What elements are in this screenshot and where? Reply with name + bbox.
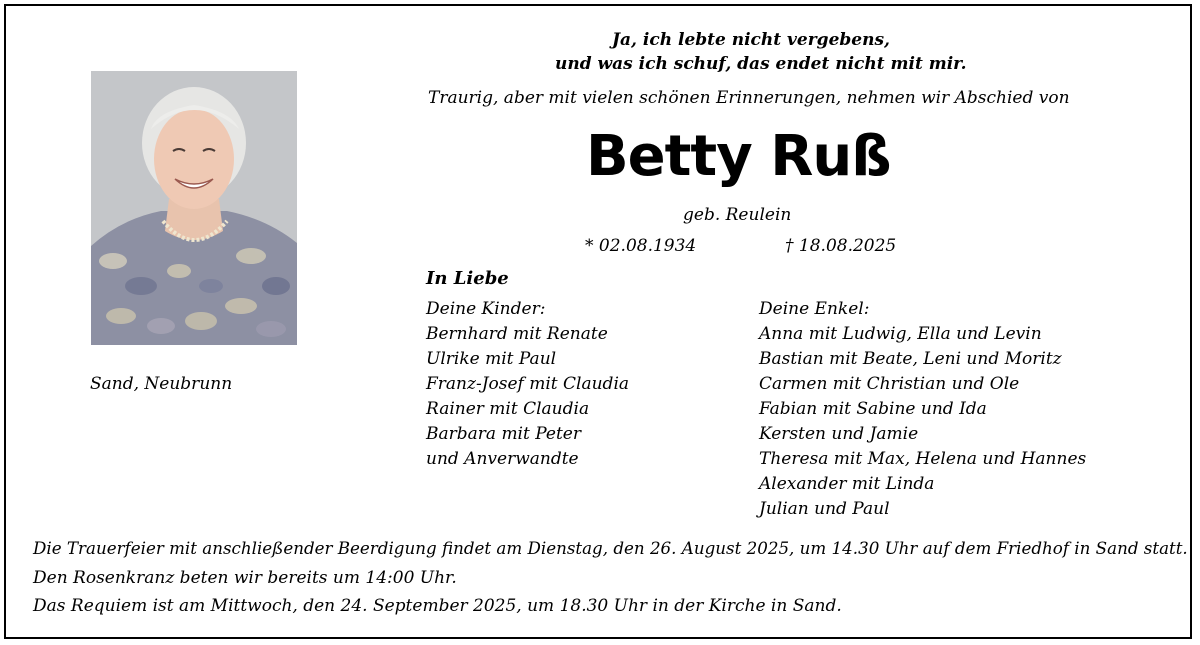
children-list: [426, 297, 629, 472]
rosary-notice: Den Rosenkranz beten wir bereits um 14:00 Uhr.: [33, 568, 457, 588]
list-item: und Anverwandte: [426, 449, 579, 469]
place-of-residence: Sand, Neubrunn: [90, 374, 233, 394]
birth-date: * 02.08.1934: [585, 236, 697, 256]
children-heading: Deine Kinder:: [426, 299, 546, 319]
portrait-illustration: [91, 71, 297, 345]
list-item: Theresa mit Max, Helena und Hannes: [759, 449, 1087, 469]
list-item: Franz-Josef mit Claudia: [426, 374, 630, 394]
grandchildren-heading: Deine Enkel:: [759, 299, 870, 319]
deceased-name: Betty Ruß: [586, 124, 891, 189]
quote-line-1: Ja, ich lebte nicht vergebens,: [612, 30, 890, 50]
quote-line-2: und was ich schuf, das endet nicht mit mir.: [555, 54, 967, 74]
list-item: Barbara mit Peter: [426, 424, 581, 444]
list-item: Bernhard mit Renate: [426, 324, 608, 344]
list-item: Carmen mit Christian und Ole: [759, 374, 1020, 394]
list-item: Anna mit Ludwig, Ella und Levin: [759, 324, 1042, 344]
intro-text: Traurig, aber mit vielen schönen Erinnerungen, nehmen wir Abschied von: [428, 88, 1070, 108]
list-item: Julian und Paul: [759, 499, 890, 519]
list-item: Fabian mit Sabine und Ida: [759, 399, 987, 419]
list-item: Kersten und Jamie: [759, 424, 919, 444]
maiden-name: geb. Reulein: [683, 205, 792, 225]
list-item: Ulrike mit Paul: [426, 349, 557, 369]
funeral-notice: Die Trauerfeier mit anschließender Beerdigung findet am Dienstag, den 26. August 2025, um 14.30 Uhr auf dem Friedhof in Sand statt.: [33, 539, 1188, 558]
death-date: † 18.08.2025: [785, 236, 897, 256]
in-liebe-heading: In Liebe: [426, 268, 509, 289]
list-item: Alexander mit Linda: [759, 474, 935, 494]
grandchildren-list: [759, 297, 1086, 522]
portrait-photo: [91, 71, 297, 345]
list-item: Rainer mit Claudia: [426, 399, 590, 419]
requiem-notice: Das Requiem ist am Mittwoch, den 24. September 2025, um 18.30 Uhr in der Kirche in Sand.: [33, 596, 842, 616]
list-item: Bastian mit Beate, Leni und Moritz: [759, 349, 1062, 369]
